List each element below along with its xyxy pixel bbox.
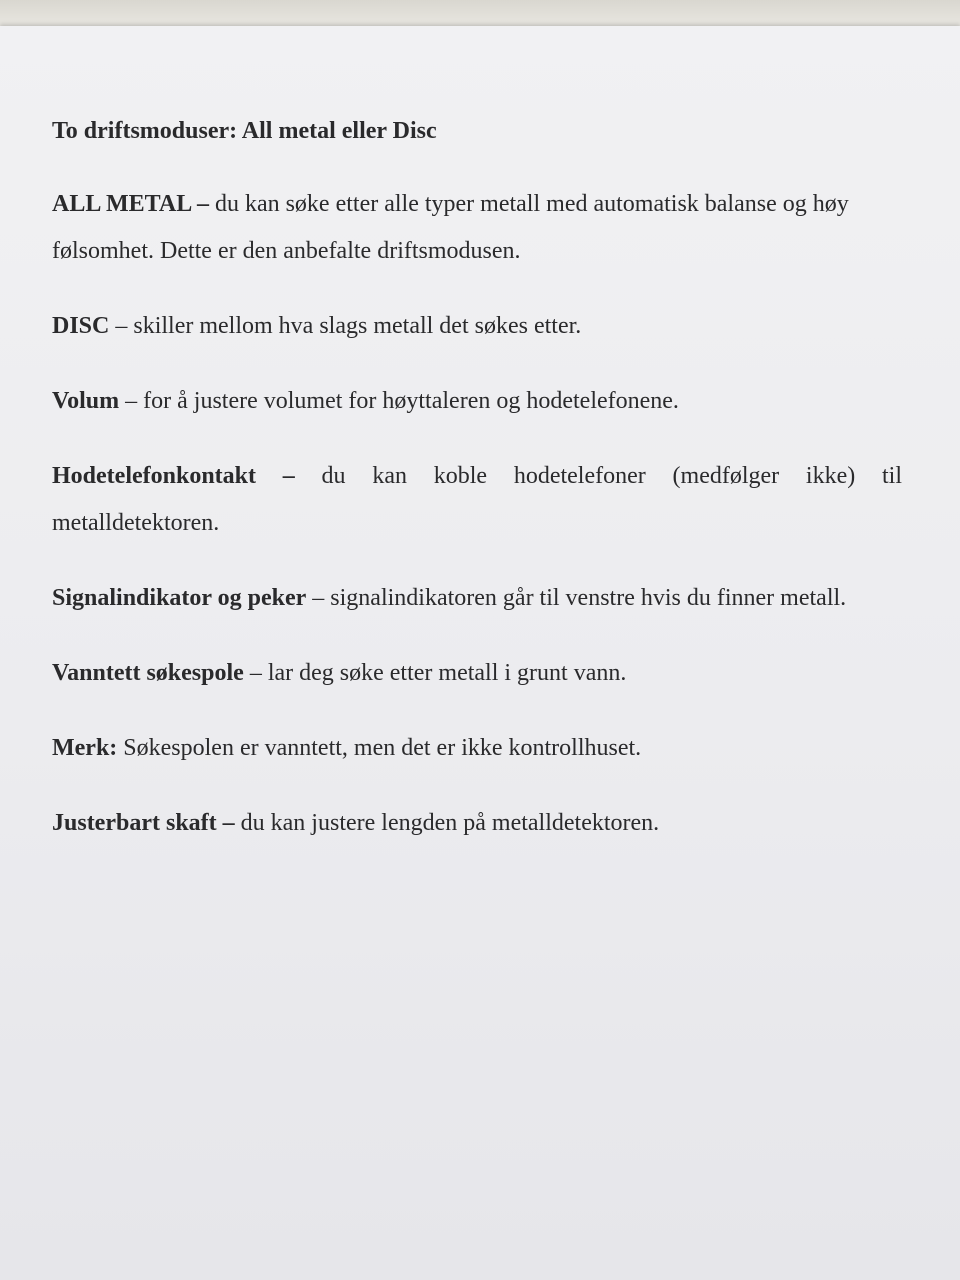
description-justerbart-skaft: du kan justere lengden på metalldetektoren. <box>240 810 660 836</box>
section-heading <box>52 108 902 155</box>
paragraph-volum <box>52 378 902 425</box>
paragraph-merk <box>52 725 902 772</box>
term-hodetelefonkontakt: Hodetelefonkontakt <box>52 463 256 489</box>
term-merk: Merk: <box>52 735 118 761</box>
separator: – <box>243 660 268 686</box>
separator: – <box>109 313 134 339</box>
description-all-metal: du kan søke etter alle typer metall med automatisk balanse og høy følsomhet. Dette er den anbefalte driftsmodusen. <box>52 191 849 264</box>
term-all-metal: ALL METAL <box>52 191 191 217</box>
description-signalindikator: signalindikatoren går til venstre hvis du finner metall. <box>330 585 847 611</box>
term-disc: DISC <box>52 313 110 339</box>
description-volum: for å justere volumet for høyttaleren og hodetelefonene. <box>143 388 679 414</box>
description-hodetelefonkontakt: du kan koble hodetelefoner (medfølger ikke) til metalldetektoren. <box>52 463 902 536</box>
paragraph-signalindikator <box>52 575 902 622</box>
paragraph-justerbart-skaft <box>52 800 902 847</box>
document-body <box>52 108 902 875</box>
heading-text: To driftsmoduser: All metal eller Disc <box>52 118 437 144</box>
term-justerbart-skaft: Justerbart skaft <box>52 810 217 836</box>
description-disc: skiller mellom hva slags metall det søkes etter. <box>133 313 582 339</box>
term-signalindikator: Signalindikator og peker <box>52 585 307 611</box>
paragraph-disc <box>52 303 902 350</box>
paragraph-hodetelefonkontakt <box>52 453 902 547</box>
separator: – <box>256 463 322 489</box>
term-volum: Volum <box>52 388 120 414</box>
description-vanntett-sokespole: lar deg søke etter metall i grunt vann. <box>267 660 627 686</box>
paragraph-vanntett-sokespole <box>52 650 902 697</box>
separator: – <box>119 388 144 414</box>
description-merk: Søkespolen er vanntett, men det er ikke kontrollhuset. <box>123 735 642 761</box>
separator: – <box>190 191 215 217</box>
separator: – <box>216 810 241 836</box>
separator: – <box>306 585 331 611</box>
paragraph-all-metal <box>52 181 902 275</box>
term-vanntett-sokespole: Vanntett søkespole <box>52 660 244 686</box>
